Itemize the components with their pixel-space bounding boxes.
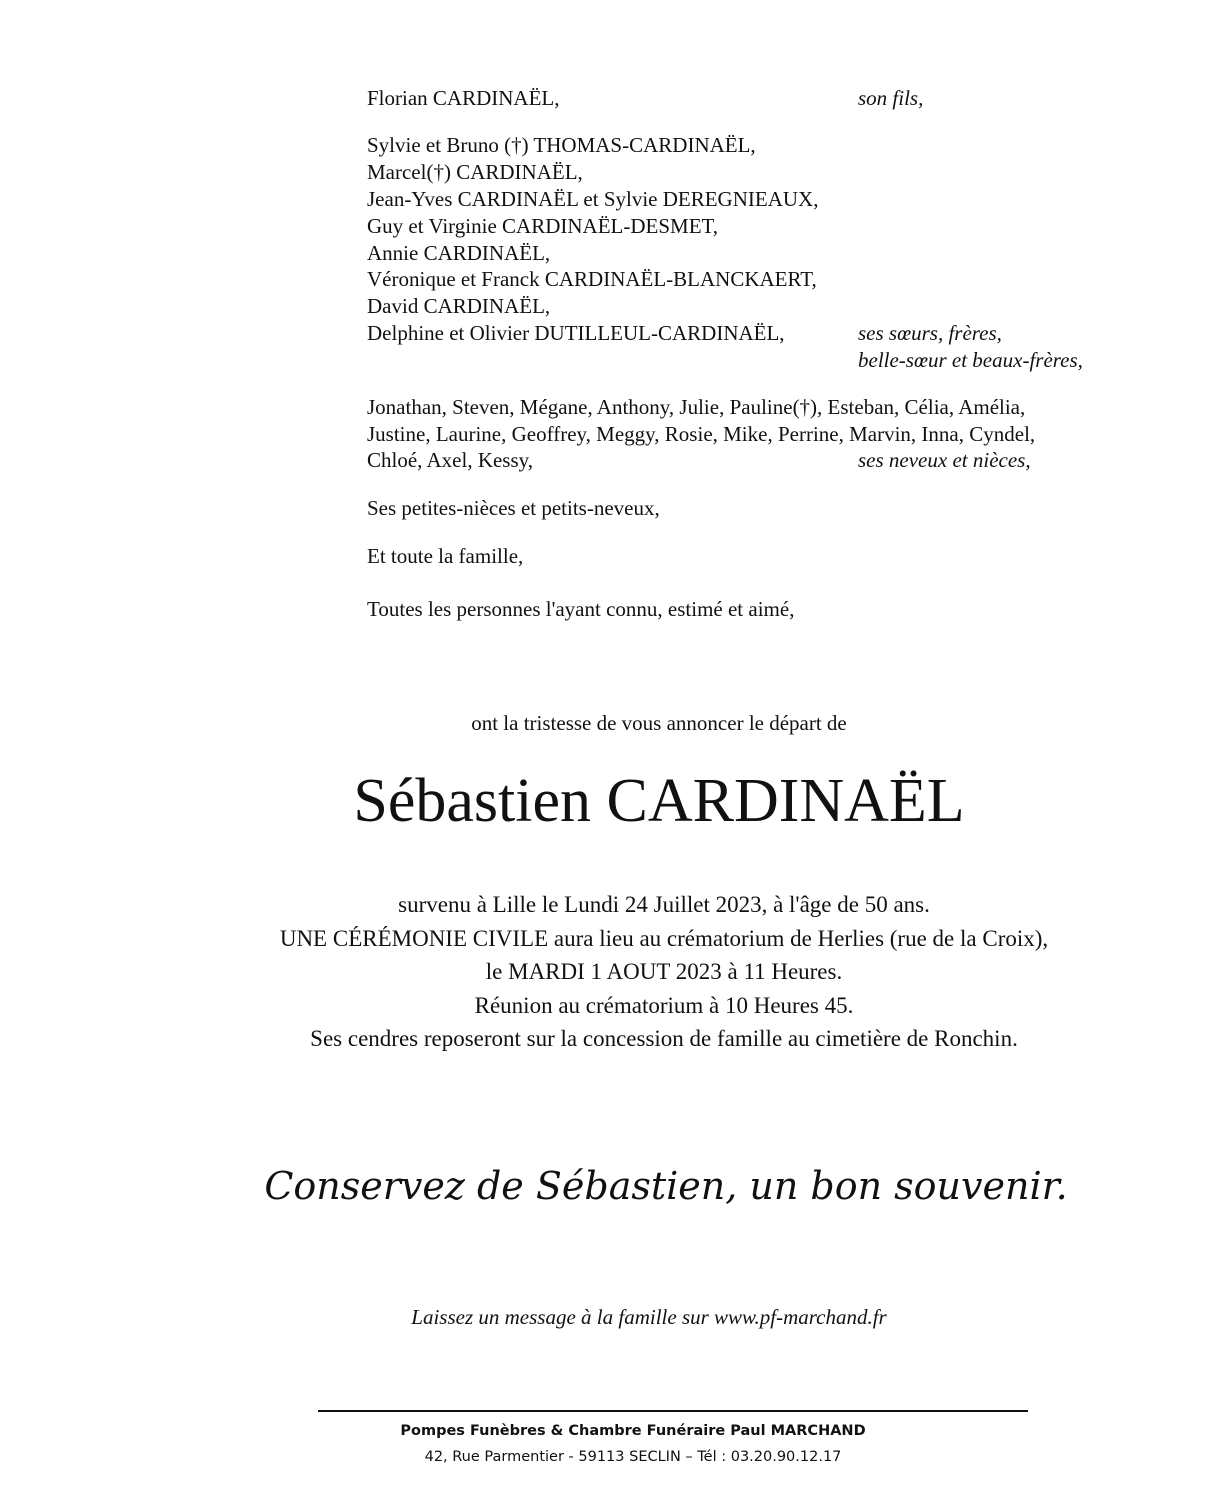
all-people-line: Toutes les personnes l'ayant connu, estimé et aimé,: [367, 597, 795, 621]
detail-line: survenu à Lille le Lundi 24 Juillet 2023, à l'âge de 50 ans.: [398, 892, 930, 917]
detail-line: le MARDI 1 AOUT 2023 à 11 Heures.: [485, 959, 843, 984]
sibling-line: Marcel(†) CARDINAËL,: [367, 160, 583, 184]
detail-line: Ses cendres reposeront sur la concession de famille au cimetière de Ronchin.: [310, 1026, 1018, 1051]
sibling-line: Jean-Yves CARDINAËL et Sylvie DEREGNIEAUX,: [367, 187, 819, 211]
siblings-role-line2: belle-sœur et beaux-frères,: [858, 348, 1083, 372]
son-name: Florian CARDINAËL,: [367, 86, 560, 110]
detail-line: UNE CÉRÉMONIE CIVILE aura lieu au crématorium de Herlies (rue de la Croix),: [279, 926, 1049, 951]
detail-line: Réunion au crématorium à 10 Heures 45.: [474, 993, 854, 1018]
footer-divider: [318, 1410, 1028, 1412]
souvenir-quote: Conservez de Sébastien, un bon souvenir.: [264, 1164, 1068, 1208]
nephews-line: Justine, Laurine, Geoffrey, Meggy, Rosie, Mike, Perrine, Marvin, Inna, Cyndel,: [367, 422, 1036, 446]
siblings-role-line1: ses sœurs, frères,: [858, 321, 1002, 345]
sibling-line: David CARDINAËL,: [367, 294, 551, 318]
announcement-intro: ont la tristesse de vous annoncer le départ de: [471, 711, 847, 735]
son-role: son fils,: [858, 86, 924, 110]
grand-nephews-line: Ses petites-nièces et petits-neveux,: [367, 496, 660, 520]
message-line: Laissez un message à la famille sur www.pf-marchand.fr: [411, 1305, 887, 1329]
sibling-line: Delphine et Olivier DUTILLEUL-CARDINAËL,: [367, 321, 785, 345]
nephews-line: Jonathan, Steven, Mégane, Anthony, Julie, Pauline(†), Esteban, Célia, Amélia,: [367, 395, 1026, 419]
nephews-line: Chloé, Axel, Kessy,: [367, 448, 534, 472]
nephews-role: ses neveux et nièces,: [858, 448, 1031, 472]
whole-family-line: Et toute la famille,: [367, 544, 524, 568]
sibling-line: Sylvie et Bruno (†) THOMAS-CARDINAËL,: [367, 133, 756, 157]
sibling-line: Annie CARDINAËL,: [367, 241, 551, 265]
sibling-line: Véronique et Franck CARDINAËL-BLANCKAERT,: [367, 267, 817, 291]
footer-address: 42, Rue Parmentier - 59113 SECLIN – Tél : 03.20.90.12.17: [424, 1449, 842, 1465]
footer-company: Pompes Funèbres & Chambre Funéraire Paul MARCHAND: [400, 1423, 866, 1439]
sibling-line: Guy et Virginie CARDINAËL-DESMET,: [367, 214, 719, 238]
deceased-name: Sébastien CARDINAËL: [353, 767, 965, 835]
